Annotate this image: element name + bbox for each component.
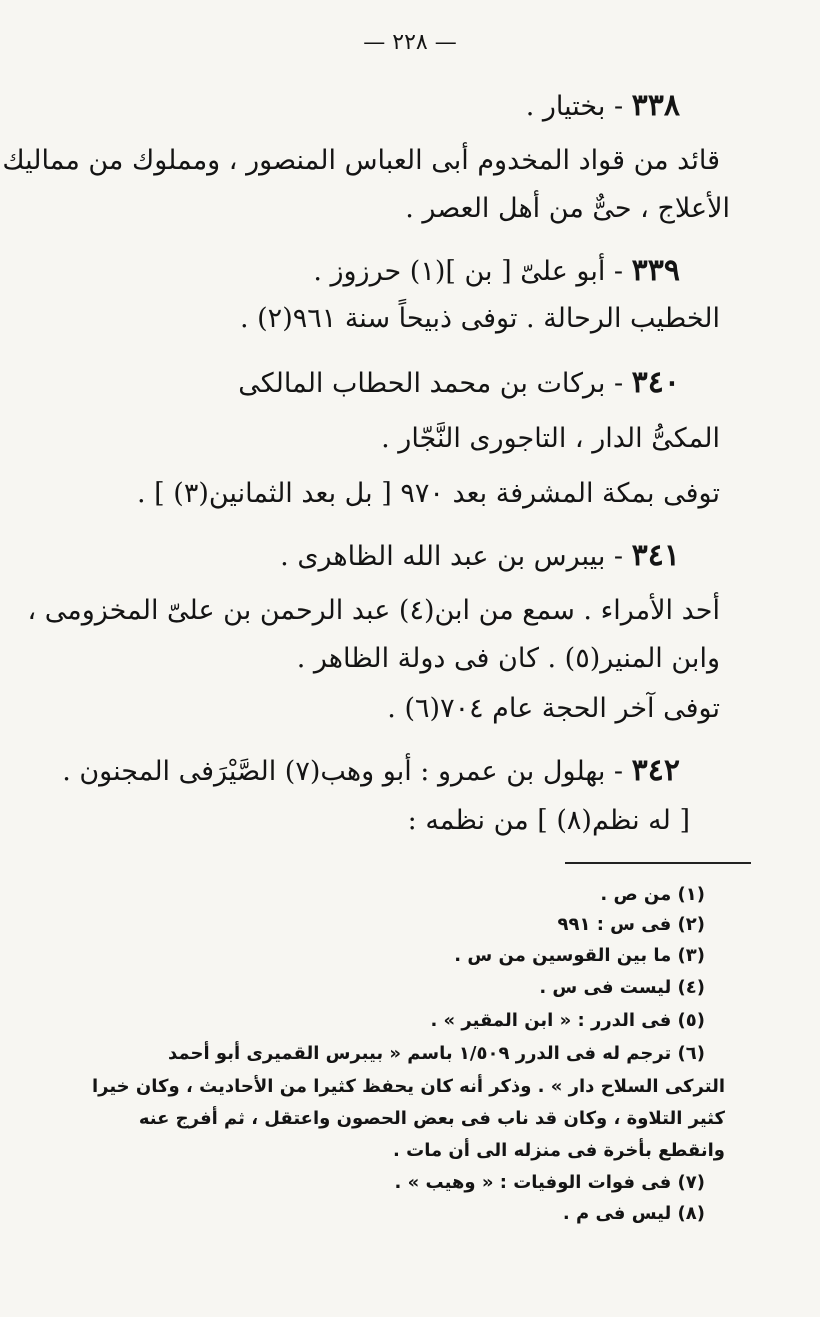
entry-text-line: المكىُّ الدار ، التاجورى النَّجّار .	[381, 423, 720, 454]
footnote-separator	[565, 862, 751, 864]
entry-text-line: توفى بمكة المشرفة بعد ٩٧٠ [ بل بعد الثمانين(٣) ] .	[137, 478, 720, 509]
entry-text-line: أحد الأمراء . سمع من ابن(٤) عبد الرحمن بن علىّ المخزومى ،	[27, 595, 720, 626]
footnote: كثير التلاوة ، وكان قد ناب فى بعض الحصون واعتقل ، ثم أفرج عنه	[138, 1108, 725, 1129]
entry-name: - بختيار .	[525, 91, 624, 122]
entry-text-line: [ له نظم(٨) ] من نظمه :	[407, 805, 690, 836]
entry-number: ٣٤١	[631, 538, 680, 573]
footnote: (٨) ليس فى م .	[562, 1203, 705, 1224]
entry-number: ٣٤٢	[631, 753, 680, 788]
footnote: (٤) ليست فى س .	[539, 977, 705, 998]
entry-number: ٣٣٩	[631, 253, 680, 288]
entry-heading	[526, 88, 680, 124]
footnote: (٦) ترجم له فى الدرر ١/٥٠٩ باسم « بيبرس القميرى أبو أحمد	[168, 1043, 705, 1064]
footnote: (٧) فى فوات الوفيات : « وهيب » .	[394, 1172, 705, 1193]
entry-heading	[280, 538, 680, 574]
entry-name: - بهلول بن عمرو : أبو وهب(٧) الصَّيْرَفى المجنون .	[62, 756, 624, 787]
footnote: التركى السلاح دار » . وذكر أنه كان يحفظ كثيرا من الأحاديث ، وكان خيرا	[91, 1076, 725, 1097]
entry-text-line: قائد من قواد المخدوم أبى العباس المنصور ، ومملوك من مماليك	[2, 145, 720, 176]
entry-text-line: توفى آخر الحجة عام ٧٠٤(٦) .	[387, 693, 720, 724]
footnote: (٢) فى س : ٩٩١	[557, 914, 705, 935]
entry-text-line: الأعلاج ، حىٌّ من أهل العصر .	[405, 193, 730, 224]
entry-heading	[238, 365, 680, 401]
entry-name: - بيبرس بن عبد الله الظاهرى .	[280, 541, 624, 572]
entry-text-line: الخطيب الرحالة . توفى ذبيحاً سنة ٩٦١(٢) .	[239, 303, 720, 334]
footnote: وانقطع بأخرة فى منزله الى أن مات .	[393, 1140, 725, 1161]
footnote: (١) من ص .	[600, 884, 705, 905]
page-number: — ٢٢٨ —	[363, 30, 457, 55]
entry-number: ٣٣٨	[631, 88, 680, 123]
entry-heading	[313, 253, 680, 289]
footnote: (٣) ما بين القوسين من س .	[454, 945, 705, 966]
entry-number: ٣٤٠	[631, 365, 680, 400]
entry-name: - أبو علىّ [ بن ](١) حرزوز .	[313, 256, 624, 287]
entry-text-line: وابن المنير(٥) . كان فى دولة الظاهر .	[296, 643, 720, 674]
entry-name: - بركات بن محمد الحطاب المالكى	[238, 368, 624, 399]
footnote: (٥) فى الدرر : « ابن المقير » .	[430, 1010, 705, 1031]
entry-heading	[62, 753, 680, 789]
